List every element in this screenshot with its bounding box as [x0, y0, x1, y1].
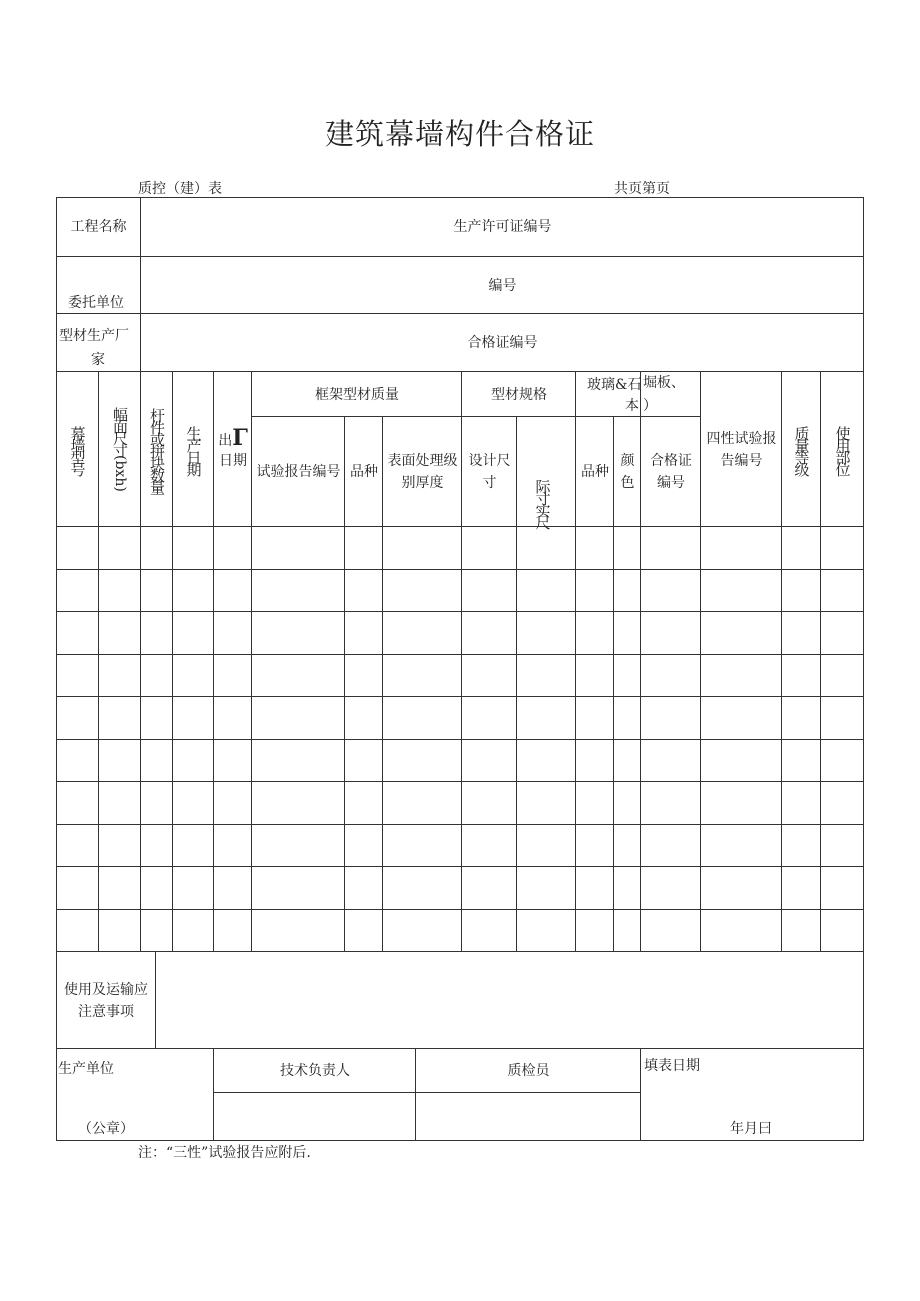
- page-info: 共页第页: [614, 181, 670, 197]
- col-out-date-line2: 日期: [219, 453, 247, 469]
- col-out-date: [214, 372, 252, 527]
- group-frame-quality: 框架型材质量: [315, 386, 399, 403]
- col-surface-treatment: 表面处理级别厚度: [387, 453, 458, 491]
- col-test-report-no: 试验报告编号: [256, 464, 341, 480]
- group-glass-3: 堀板、: [643, 375, 685, 391]
- col-actual-size: 际寸实尺: [533, 479, 552, 527]
- col-color: 颜色: [620, 453, 635, 491]
- col-usage-location: 使用部位: [833, 425, 852, 474]
- col-design-size: 设计尺寸: [468, 453, 511, 491]
- col-model: 幕墙型号: [68, 425, 87, 474]
- form-code: 质控（建）表: [138, 181, 222, 197]
- col-glass-variety: 品种: [581, 464, 609, 480]
- col-pieces: 杆件或拼块数量: [148, 407, 166, 492]
- group-profile-spec: 型材规格: [491, 386, 547, 403]
- col-out-date-char: 出: [218, 433, 233, 449]
- notes-label: 使用及运输应注意事项: [64, 981, 148, 1020]
- col-variety: 品种: [350, 464, 378, 480]
- col-four-prop-report: 四性试验报告编号: [706, 430, 777, 469]
- certificate-form: [56, 197, 864, 1141]
- profile-maker-label: 型材生产厂: [59, 328, 129, 344]
- project-name-label: 工程名称: [70, 219, 127, 235]
- group-glass-1: 玻璃&石: [587, 377, 642, 393]
- client-label: 委托单位: [68, 295, 124, 311]
- license-no-label: 生产许可证编号: [453, 219, 552, 235]
- col-prod-date: 生产日期: [184, 425, 203, 474]
- col-out-date-mark: Γ: [232, 425, 248, 451]
- producer-label: 生产单位: [58, 1061, 114, 1077]
- date-suffix-label: 年月曰: [730, 1121, 772, 1137]
- footnote: 注：“三性”试验报告应附后.: [138, 1145, 311, 1161]
- col-quality-grade: 质量等级: [792, 425, 811, 474]
- col-panel-size: [99, 372, 141, 527]
- page-title: 建筑幕墙构件合格证: [324, 117, 595, 151]
- inspector-label: 质检员: [507, 1063, 550, 1079]
- serial-no-label: 编号: [488, 277, 517, 294]
- col-panel-size-text: 幅面尺寸: [111, 407, 129, 456]
- group-glass-4: ）: [643, 398, 657, 414]
- certificate-no-label: 合格证编号: [467, 334, 538, 351]
- tech-lead-label: 技术负责人: [280, 1063, 350, 1079]
- col-glass-cert-no: 合格证编号: [650, 453, 692, 491]
- profile-maker-label-2: 家: [91, 352, 105, 368]
- col-out-date-line1: [218, 425, 248, 451]
- fill-date-label: 填表日期: [644, 1058, 700, 1074]
- seal-label: （公章）: [78, 1121, 134, 1137]
- group-glass-2: 本: [625, 398, 639, 414]
- col-panel-size-unit: (bxh): [112, 455, 128, 492]
